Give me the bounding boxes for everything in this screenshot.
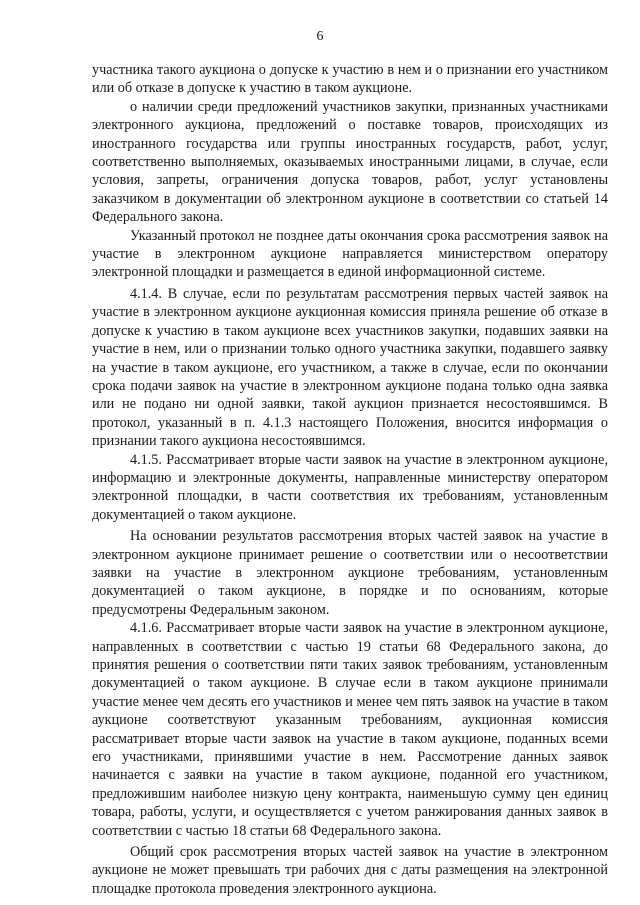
paragraph-second-parts-decision: На основании результатов рассмотрения вторых частей заявок на участие в электронном аукционе принимает решение о соответствии или о несоответствии заявки на участие в электронном аукционе требованиям, установленным документацией о таком аукционе, в порядке и по основаниям, которые предусмотрены Федеральным законом. xyxy=(92,528,608,618)
paragraph-review-term: Общий срок рассмотрения вторых частей заявок на участие в электронном аукционе не может превышать три рабочих дня с даты размещения на электронной площадке протокола проведения электронного аукциона. xyxy=(92,844,608,897)
paragraph-4-1-4: 4.1.4. В случае, если по результатам рассмотрения первых частей заявок на участие в электронном аукционе аукционная комиссия приняла решение об отказе в допуске к участию в таком аукционе всех участников закупки, подавших заявки на участие в нем, или о признании только одного участника закупки, подавшего заявку на участие в таком аукционе, его участником, а также в случае, если по окончании срока подачи заявок на участие в электронном аукционе подана только одна заявка или не подано ни одной заявки, такой аукцион признается несостоявшимся. В протокол, указанный в п. 4.1.3 настоящего Положения, вносится информация о признании такого аукциона несостоявшимся. xyxy=(92,285,608,450)
page-number: 6 xyxy=(316,29,324,44)
paragraph-4-1-6: 4.1.6. Рассматривает вторые части заявок на участие в электронном аукционе, направленных в соответствии с частью 19 статьи 68 Федерального закона, до принятия решения о соответствии пяти таких заявок требованиям, установленным документацией о таком аукционе. В случае если в таком аукционе принимали участие менее чем десять его участников и менее чем пять заявок на участие в таком аукционе соответствуют указанным требованиям, аукционная комиссия рассматривает вторые части заявок на участие в таком аукционе, поданных всеми его участниками, принявшими участие в нем. Рассмотрение данных заявок начинается с заявки на участие в таком аукционе, поданной его участником, предложившим наиболее низкую цену контракта, наименьшую сумму цен единиц товара, работы, услуги, и осуществляется с учетом ранжирования данных заявок в соответствии с частью 18 статьи 68 Федерального закона. xyxy=(92,620,608,839)
paragraph-foreign-goods: о наличии среди предложений участников закупки, признанных участниками электронного аукциона, предложений о поставке товаров, происходящих из иностранного государства или группы иностранных государств, работ, услуг, соответственно выполняемых, оказываемых иностранными лицами, в случае, если условия, запреты, ограничения допуска товаров, работ, услуг установлены заказчиком в документации об электронном аукционе в соответствии со статьей 14 Федерального закона. xyxy=(92,98,608,226)
paragraph-continuation: участника такого аукциона о допуске к участию в нем и о признании его участником или об отказе в допуске к участию в таком аукционе. xyxy=(92,62,608,97)
paragraph-protocol-notice: Указанный протокол не позднее даты окончания срока рассмотрения заявок на участие в электронном аукционе направляется министерством оператору электронной площадки и размещается в единой информационной системе. xyxy=(92,227,608,281)
document-body xyxy=(92,61,608,898)
paragraph-4-1-5: 4.1.5. Рассматривает вторые части заявок на участие в электронном аукционе, информацию и электронные документы, направленные министерству оператором электронной площадки, в части соответствия их требованиям, установленным документацией о таком аукционе. xyxy=(92,451,608,523)
